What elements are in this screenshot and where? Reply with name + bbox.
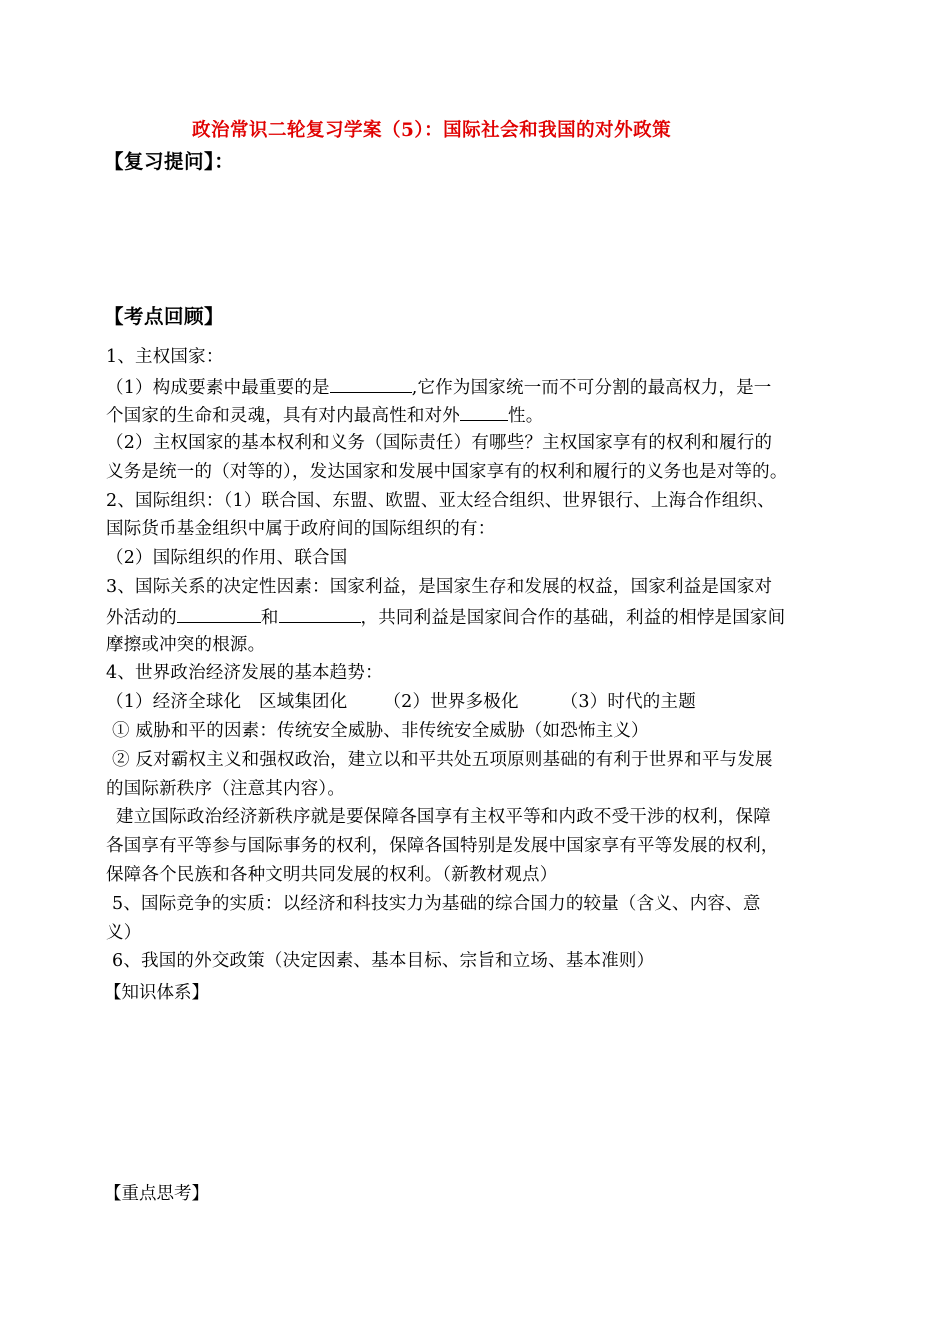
text-line: 义） xyxy=(106,923,142,943)
document-title: 政治常识二轮复习学案（5）：国际社会和我国的对外政策 xyxy=(192,120,672,141)
text-line: （2）主权国家的基本权利和义务（国际责任）有哪些？主权国家享有的权利和履行的 xyxy=(106,433,773,453)
text-segment: （2）世界多极化 xyxy=(383,692,519,712)
text-line: 5、国际竞争的实质：以经济和科技实力为基础的综合国力的较量（含义、内容、意 xyxy=(112,894,761,914)
text-segment: 性。 xyxy=(508,406,544,426)
section-review-questions: 【复习提问】： xyxy=(104,150,235,173)
text-line: 义务是统一的（对等的），发达国家和发展中国家享有的权利和履行的义务也是对等的。 xyxy=(106,462,788,482)
text-line xyxy=(106,605,785,629)
text-line: 摩擦或冲突的根源。 xyxy=(106,635,266,655)
text-line: ② 反对霸权主义和强权政治，建立以和平共处五项原则基础的有利于世界和平与发展 xyxy=(112,750,773,770)
fill-blank xyxy=(279,605,361,623)
text-segment: （3）时代的主题 xyxy=(560,692,696,712)
text-line xyxy=(106,691,696,713)
text-line: 1、主权国家： xyxy=(106,347,224,367)
text-line xyxy=(106,403,543,427)
text-line: 各国享有平等参与国际事务的权利，保障各国特别是发展中国家享有平等发展的权利， xyxy=(106,836,779,856)
text-line: （2）国际组织的作用、联合国 xyxy=(106,548,348,568)
text-line: 保障各个民族和各种文明共同发展的权利。（新教材观点） xyxy=(106,865,558,885)
text-line: 建立国际政治经济新秩序就是要保障各国享有主权平等和内政不受干涉的权利，保障 xyxy=(116,807,771,827)
text-segment: ,它作为国家统一而不可分割的最高权力，是一 xyxy=(411,378,772,398)
text-segment: 和 xyxy=(260,608,279,628)
text-segment: ，共同利益是国家间合作的基础，利益的相悖是国家间 xyxy=(360,608,786,628)
text-segment: （1）构成要素中最重要的是 xyxy=(106,378,330,398)
text-line: 6、我国的外交政策（决定因素、基本目标、宗旨和立场、基本准则） xyxy=(112,951,655,971)
text-line: 的国际新秩序（注意其内容）。 xyxy=(106,779,346,799)
text-line: 3、国际关系的决定性因素：国家利益，是国家生存和发展的权益，国家利益是国家对 xyxy=(106,577,773,597)
text-line xyxy=(106,375,772,399)
section-key-points: 【考点回顾】 xyxy=(104,305,225,328)
text-line: 2、国际组织：（1）联合国、东盟、欧盟、亚太经合组织、世界银行、上海合作组织、 xyxy=(106,491,775,511)
text-segment: （1）经济全球化 区域集团化 xyxy=(106,692,348,712)
fill-blank xyxy=(177,605,261,623)
fill-blank xyxy=(460,403,508,421)
text-line: ① 威胁和平的因素：传统安全威胁、非传统安全威胁（如恐怖主义） xyxy=(112,721,649,741)
text-line: 4、世界政治经济发展的基本趋势： xyxy=(106,663,383,683)
text-line: 国际货币基金组织中属于政府间的国际组织的有： xyxy=(106,519,496,539)
text-segment: 外活动的 xyxy=(106,608,177,628)
text-segment: 个国家的生命和灵魂，具有对内最高性和对外 xyxy=(106,406,460,426)
fill-blank xyxy=(330,375,412,393)
section-knowledge-system: 【知识体系】 xyxy=(104,983,209,1003)
section-key-thinking: 【重点思考】 xyxy=(104,1184,209,1204)
